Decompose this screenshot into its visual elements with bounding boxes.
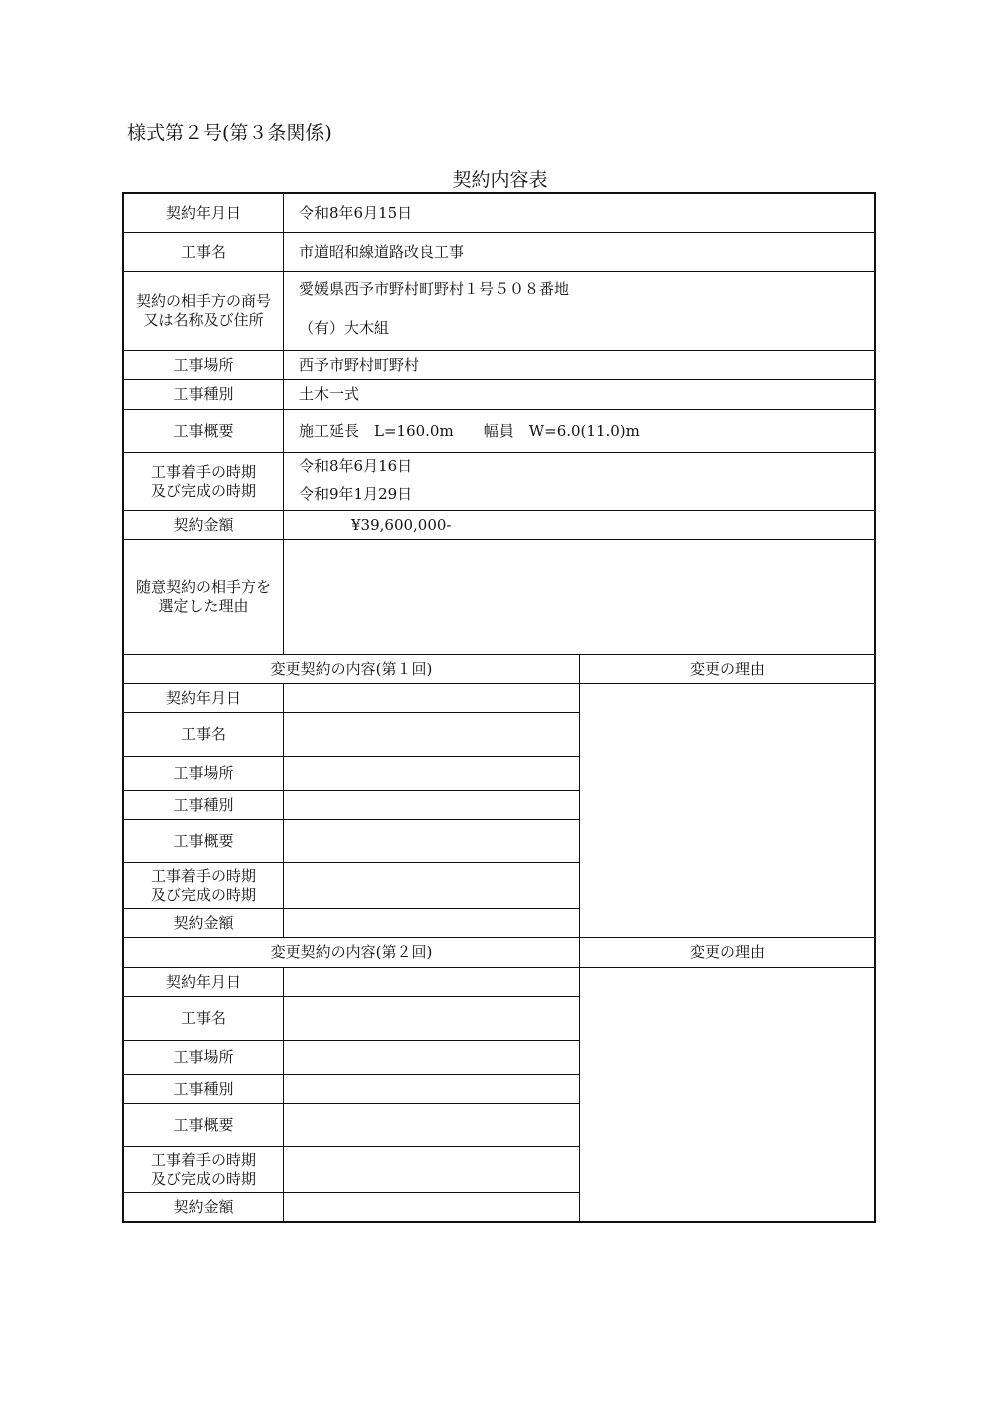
change1-name-label: 工事名: [123, 712, 284, 757]
contractor-label-line2: 又は名称及び住所: [143, 311, 264, 329]
change1-location-value: [283, 756, 580, 791]
change1-amount-label: 契約金額: [123, 908, 284, 938]
contractor-value: [283, 271, 876, 351]
work-name-label: 工事名: [123, 232, 284, 272]
period-label-line2: 及び完成の時期: [150, 481, 256, 500]
change1-header: 変更契約の内容(第１回): [123, 654, 580, 684]
change2-name-value: [283, 996, 580, 1041]
change2-period-value: [283, 1146, 580, 1193]
contract-date-label: 契約年月日: [123, 193, 284, 233]
change2-amount-value: [283, 1192, 580, 1223]
change2-location-value: [283, 1040, 580, 1075]
change2-reason-value: [579, 967, 876, 1223]
selection-reason-label: [123, 539, 284, 655]
contract-amount-label: 契約金額: [123, 510, 284, 540]
outline-width: 幅員 W=6.0(11.0)m: [483, 421, 640, 440]
contractor-label-line1: 契約の相手方の商号: [135, 292, 271, 310]
change2-type-value: [283, 1074, 580, 1104]
change1-reason-header: 変更の理由: [579, 654, 876, 684]
change1-period-line1: 工事着手の時期: [150, 866, 256, 885]
change1-outline-value: [283, 819, 580, 863]
contract-date-value: 令和8年6月15日: [283, 193, 876, 233]
contractor-address: 愛媛県西予市野村町野村１号５０８番地: [299, 280, 570, 298]
change1-outline-label: 工事概要: [123, 819, 284, 863]
change1-date-label: 契約年月日: [123, 683, 284, 713]
period-label-line1: 工事着手の時期: [150, 462, 256, 481]
reason-label-line2: 選定した理由: [158, 597, 249, 615]
contract-amount-value: ¥39,600,000-: [283, 510, 876, 540]
contractor-name: （有）大木組: [299, 319, 390, 337]
change2-outline-label: 工事概要: [123, 1103, 284, 1147]
work-period-label: [123, 452, 284, 511]
change1-reason-value: [579, 683, 876, 938]
work-outline-value: [283, 409, 876, 453]
work-type-label: 工事種別: [123, 379, 284, 410]
reason-label-line1: 随意契約の相手方を: [135, 578, 271, 596]
work-outline-label: 工事概要: [123, 409, 284, 453]
change2-outline-value: [283, 1103, 580, 1147]
change2-type-label: 工事種別: [123, 1074, 284, 1104]
change1-location-label: 工事場所: [123, 756, 284, 791]
work-period-value: [283, 452, 876, 511]
period-end: 令和9年1月29日: [299, 485, 413, 503]
form-number: 様式第２号(第３条関係): [127, 122, 332, 144]
change1-period-value: [283, 862, 580, 909]
document-title: 契約内容表: [452, 169, 548, 191]
work-location-label: 工事場所: [123, 350, 284, 380]
change2-name-label: 工事名: [123, 996, 284, 1041]
contractor-label: [123, 271, 284, 351]
change2-reason-header: 変更の理由: [579, 937, 876, 968]
change1-type-label: 工事種別: [123, 790, 284, 820]
change1-type-value: [283, 790, 580, 820]
change2-period-line1: 工事着手の時期: [150, 1150, 256, 1169]
work-type-value: 土木一式: [283, 379, 876, 410]
change1-name-value: [283, 712, 580, 757]
change1-period-label: [123, 862, 284, 909]
outline-length: 施工延長 L=160.0m: [299, 421, 454, 440]
change2-location-label: 工事場所: [123, 1040, 284, 1075]
period-start: 令和8年6月16日: [299, 457, 413, 475]
work-location-value: 西予市野村町野村: [283, 350, 876, 380]
change2-period-line2: 及び完成の時期: [150, 1169, 256, 1188]
change2-header: 変更契約の内容(第２回): [123, 937, 580, 968]
change2-period-label: [123, 1146, 284, 1193]
selection-reason-value: [283, 539, 876, 655]
change2-date-label: 契約年月日: [123, 967, 284, 997]
change2-amount-label: 契約金額: [123, 1192, 284, 1223]
change2-date-value: [283, 967, 580, 997]
change1-date-value: [283, 683, 580, 713]
work-name-value: 市道昭和線道路改良工事: [283, 232, 876, 272]
change1-period-line2: 及び完成の時期: [150, 885, 256, 904]
change1-amount-value: [283, 908, 580, 938]
